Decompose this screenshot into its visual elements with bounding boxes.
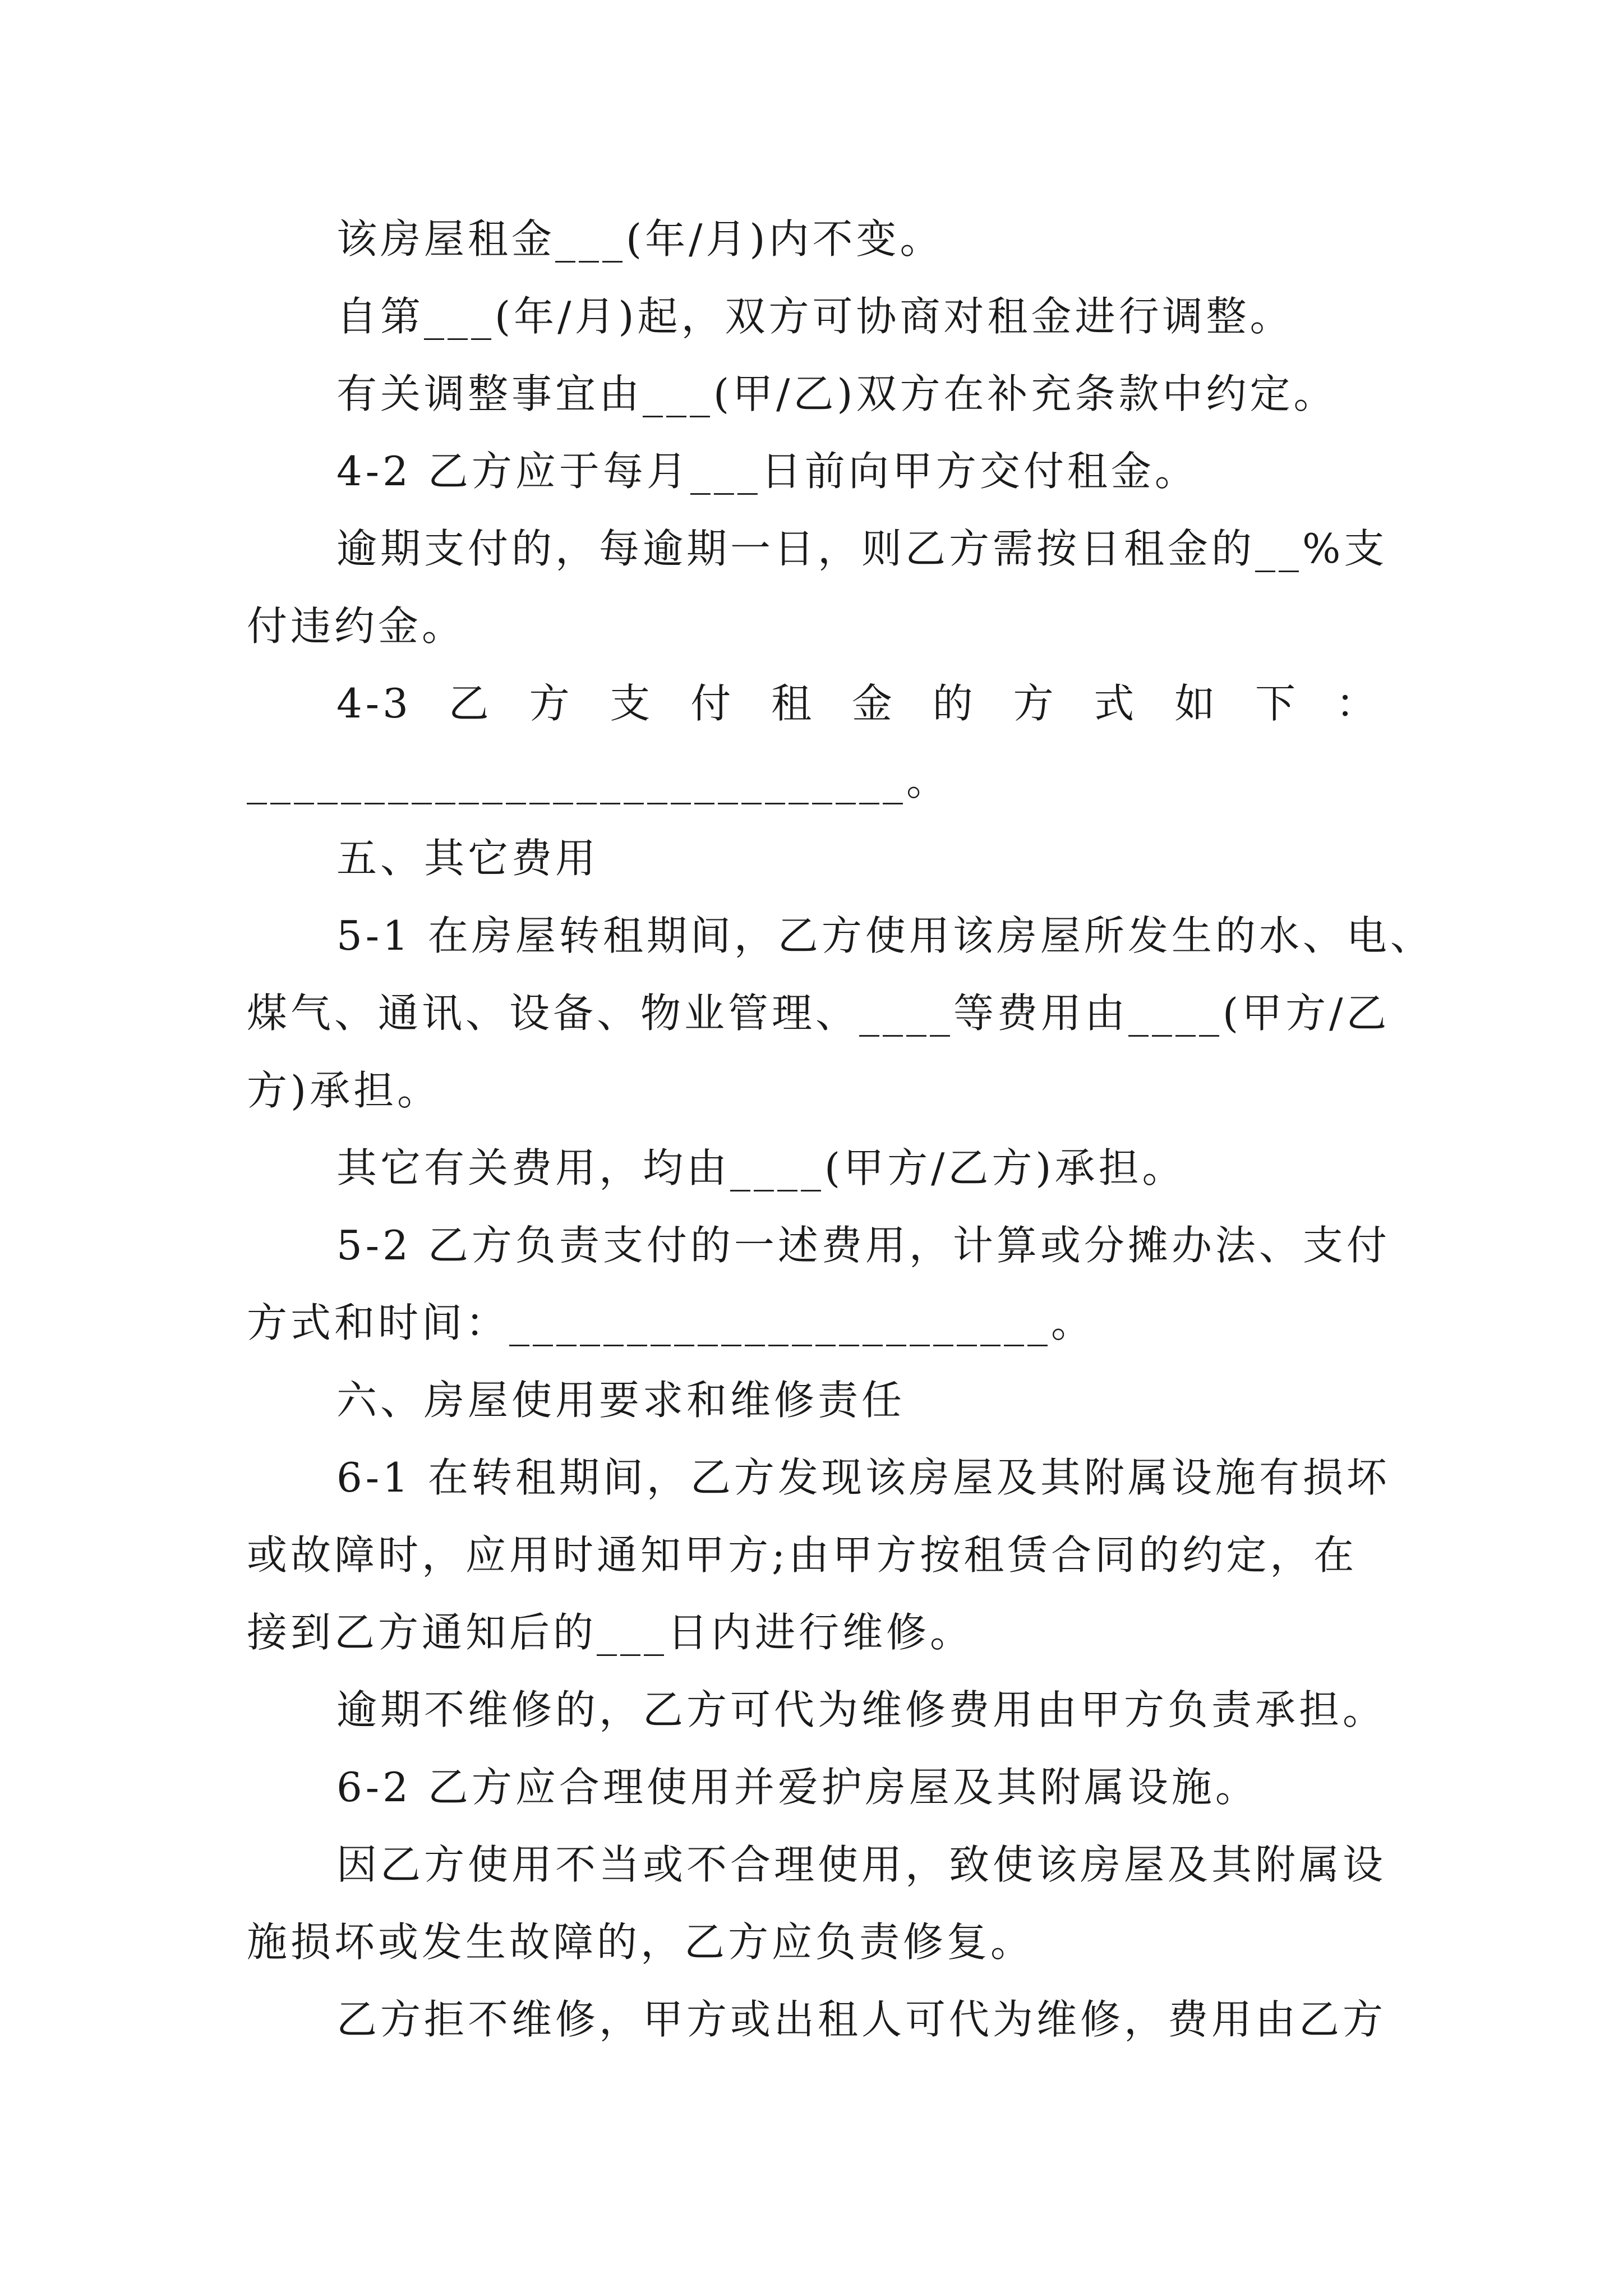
paragraph-line: 方)承担。 — [247, 1067, 441, 1114]
spread-char: 式 — [1094, 680, 1138, 727]
spread-char: 乙 — [448, 680, 492, 727]
paragraph-line: ____________________________。 — [247, 757, 950, 804]
spread-char: 支 — [610, 680, 654, 727]
paragraph-line: 或故障时，应用时通知甲方;由甲方按租赁合同的约定，在 — [247, 1531, 1358, 1579]
spread-char: 方 — [1013, 680, 1057, 727]
spread-char: 下 — [1255, 680, 1299, 727]
paragraph-line: 逾期支付的，每逾期一日，则乙方需按日租金的__%支 — [336, 525, 1388, 572]
paragraph-line: 煤气、通讯、设备、物业管理、____等费用由____(甲方/乙 — [247, 990, 1390, 1037]
spread-char: ： — [1335, 680, 1380, 727]
paragraph-line: 逾期不维修的，乙方可代为维修费用由甲方负责承担。 — [336, 1686, 1387, 1733]
paragraph-line: 6-2 乙方应合理使用并爱护房屋及其附属设施。 — [336, 1764, 1259, 1811]
spread-char: 如 — [1174, 680, 1219, 727]
spread-char: 租 — [771, 680, 815, 727]
paragraph-line: 乙方拒不维修，甲方或出租人可代为维修，费用由乙方 — [336, 1996, 1387, 2043]
section-heading: 六、房屋使用要求和维修责任 — [336, 1377, 906, 1424]
paragraph-line: 付违约金。 — [247, 602, 466, 650]
section-heading: 五、其它费用 — [336, 835, 600, 882]
spread-char: 4-3 — [336, 680, 412, 727]
paragraph-line: 该房屋租金___(年/月)内不变。 — [336, 215, 944, 263]
spread-char: 付 — [690, 680, 735, 727]
payment-method-line — [336, 678, 1380, 729]
spread-char: 方 — [529, 680, 573, 727]
paragraph-line: 5-1 在房屋转租期间，乙方使用该房屋所发生的水、电、 — [336, 912, 1434, 959]
paragraph-line: 6-1 在转租期间，乙方发现该房屋及其附属设施有损坏 — [336, 1454, 1390, 1501]
paragraph-line: 接到乙方通知后的___日内进行维修。 — [247, 1609, 974, 1656]
paragraph-line: 4-2 乙方应于每月___日前向甲方交付租金。 — [336, 448, 1198, 495]
paragraph-line: 方式和时间：_______________________。 — [247, 1299, 1095, 1346]
paragraph-line: 有关调整事宜由___(甲/乙)双方在补充条款中约定。 — [336, 370, 1338, 417]
spread-char: 的 — [932, 680, 976, 727]
paragraph-line: 因乙方使用不当或不合理使用，致使该房屋及其附属设 — [336, 1841, 1387, 1888]
paragraph-line: 施损坏或发生故障的，乙方应负责修复。 — [247, 1918, 1035, 1966]
paragraph-line: 5-2 乙方负责支付的一述费用，计算或分摊办法、支付 — [336, 1222, 1390, 1269]
spread-char: 金 — [851, 680, 896, 727]
paragraph-line: 其它有关费用，均由____(甲方/乙方)承担。 — [336, 1144, 1186, 1191]
paragraph-line: 自第___(年/月)起，双方可协商对租金进行调整。 — [336, 293, 1294, 340]
